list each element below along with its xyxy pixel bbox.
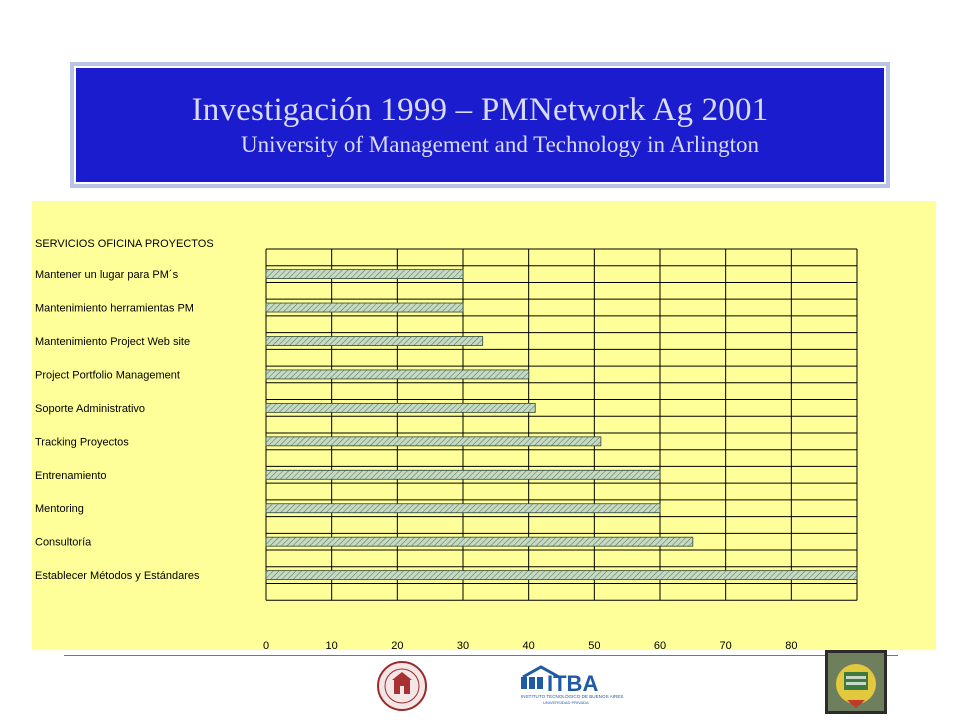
category-label: Consultoría	[35, 536, 92, 549]
bar	[266, 571, 857, 580]
category-label: Project Portfolio Management	[35, 369, 180, 382]
chart-title: SERVICIOS OFICINA PROYECTOS	[35, 238, 214, 250]
category-label: Mantener un lugar para PM´s	[35, 269, 179, 282]
x-tick-label: 80	[785, 640, 798, 650]
project-management-badge-icon	[825, 650, 887, 714]
x-tick-label: 20	[391, 640, 404, 650]
universidad-seal-icon	[376, 660, 428, 712]
x-tick-label: 10	[325, 640, 338, 650]
page-title: Investigación 1999 – PMNetwork Ag 2001	[191, 92, 769, 128]
x-tick-label: 30	[456, 640, 470, 650]
bar-chart	[32, 201, 936, 650]
page-subtitle: University of Management and Technology in Arlington	[241, 132, 759, 157]
bar	[266, 470, 660, 479]
bar	[266, 504, 660, 513]
x-tick-label: 60	[653, 640, 667, 650]
bar	[266, 370, 529, 379]
category-label: Tracking Proyectos	[35, 436, 129, 449]
bar	[266, 437, 601, 446]
category-label: Entrenamiento	[35, 469, 107, 482]
bar	[266, 403, 535, 412]
x-tick-label: 40	[522, 640, 535, 650]
bar	[266, 270, 463, 279]
x-tick-label: 70	[719, 640, 732, 650]
title-banner	[70, 62, 890, 188]
itba-caption: INSTITUTO TECNOLÓGICO DE BUENOS AIRES	[521, 694, 624, 699]
category-label: Mantenimiento Project Web site	[35, 335, 191, 348]
footer-divider	[64, 655, 898, 656]
category-label: Mantenimiento herramientas PM	[35, 302, 194, 315]
x-tick-label: 50	[588, 640, 601, 650]
category-label: Soporte Administrativo	[35, 402, 146, 415]
itba-logo	[519, 663, 629, 707]
itba-wordmark: ITBA	[547, 671, 599, 696]
category-label: Mentoring	[35, 503, 84, 516]
itba-subcaption: UNIVERSIDAD PRIVADA	[543, 700, 589, 705]
x-tick-label: 0	[262, 640, 270, 650]
chart-panel	[32, 201, 936, 650]
bar	[266, 336, 483, 345]
bar	[266, 537, 693, 546]
title-banner-inner	[74, 66, 886, 184]
category-label: Establecer Métodos y Estándares	[35, 570, 200, 583]
bar	[266, 303, 463, 312]
